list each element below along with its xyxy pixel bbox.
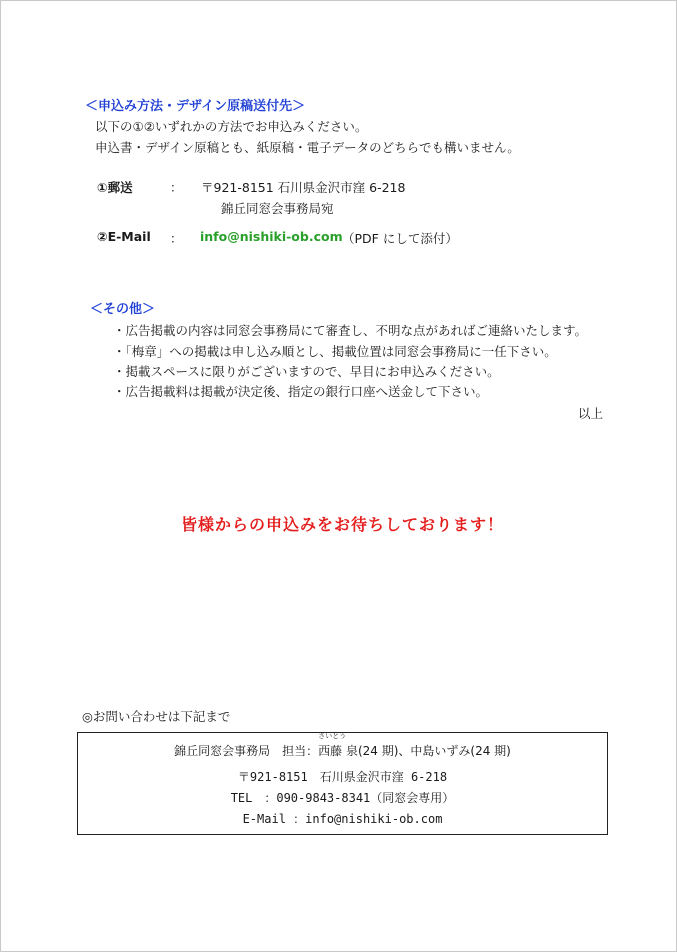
email-colon: ：	[170, 231, 183, 246]
contact-office-line	[78, 732, 607, 759]
intro-line-1: 以下の①②いずれかの方法でお申込みください。	[95, 119, 368, 134]
mail-address: 〒921-8151 石川県金沢市窪 6-218	[201, 180, 406, 195]
mail-recipient: 錦丘同窓会事務局宛	[221, 201, 334, 216]
contact-tel: TEL ：090-9843-8341（同窓会専用）	[230, 791, 455, 805]
intro-line-2: 申込書・デザイン原稿とも、紙原稿・電子データのどちらでも構いません。	[95, 140, 520, 155]
other-item-3: ・掲載スペースに限りがございますので、早目にお申込みください。	[113, 364, 500, 379]
mail-label: ①郵送	[97, 180, 133, 195]
other-heading: ＜その他＞	[90, 302, 156, 317]
contact-person-ruby: さいとう	[318, 732, 347, 740]
other-item-2: ・「梅章」への掲載は申し込み順とし、掲載位置は同窓会事務局に一任下さい。	[113, 344, 557, 359]
contact-person-surname-text: 西藤	[318, 744, 343, 758]
other-item-1: ・広告掲載の内容は同窓会事務局にて審査し、不明な点があればご連絡いたします。	[113, 323, 588, 338]
contact-office: 錦丘同窓会事務局 担当：	[174, 744, 319, 758]
contact-person-rest: 泉(24 期)、中島いずみ(24 期)	[342, 744, 511, 758]
mail-colon: ：	[170, 180, 183, 195]
email-address-link[interactable]: info@nishiki-ob.com	[200, 229, 343, 244]
contact-postal: 〒921-8151 石川県金沢市窪 6-218	[237, 770, 448, 784]
contact-lead: ◎お問い合わせは下記まで	[82, 709, 231, 724]
contact-person-surname	[318, 732, 347, 759]
call-to-action: 皆様からの申込みをお待ちしております！	[181, 515, 505, 534]
email-note: （PDF にして添付）	[342, 231, 458, 246]
contact-box	[77, 732, 608, 835]
application-heading: ＜申込み方法・デザイン原稿送付先＞	[85, 99, 306, 114]
contact-email: E-Mail ：info@nishiki-ob.com	[242, 812, 443, 826]
other-item-4: ・広告掲載料は掲載が決定後、指定の銀行口座へ送金して下さい。	[113, 384, 489, 399]
closing-text: 以上	[578, 406, 604, 421]
email-label: ②E-Mail	[97, 229, 151, 244]
